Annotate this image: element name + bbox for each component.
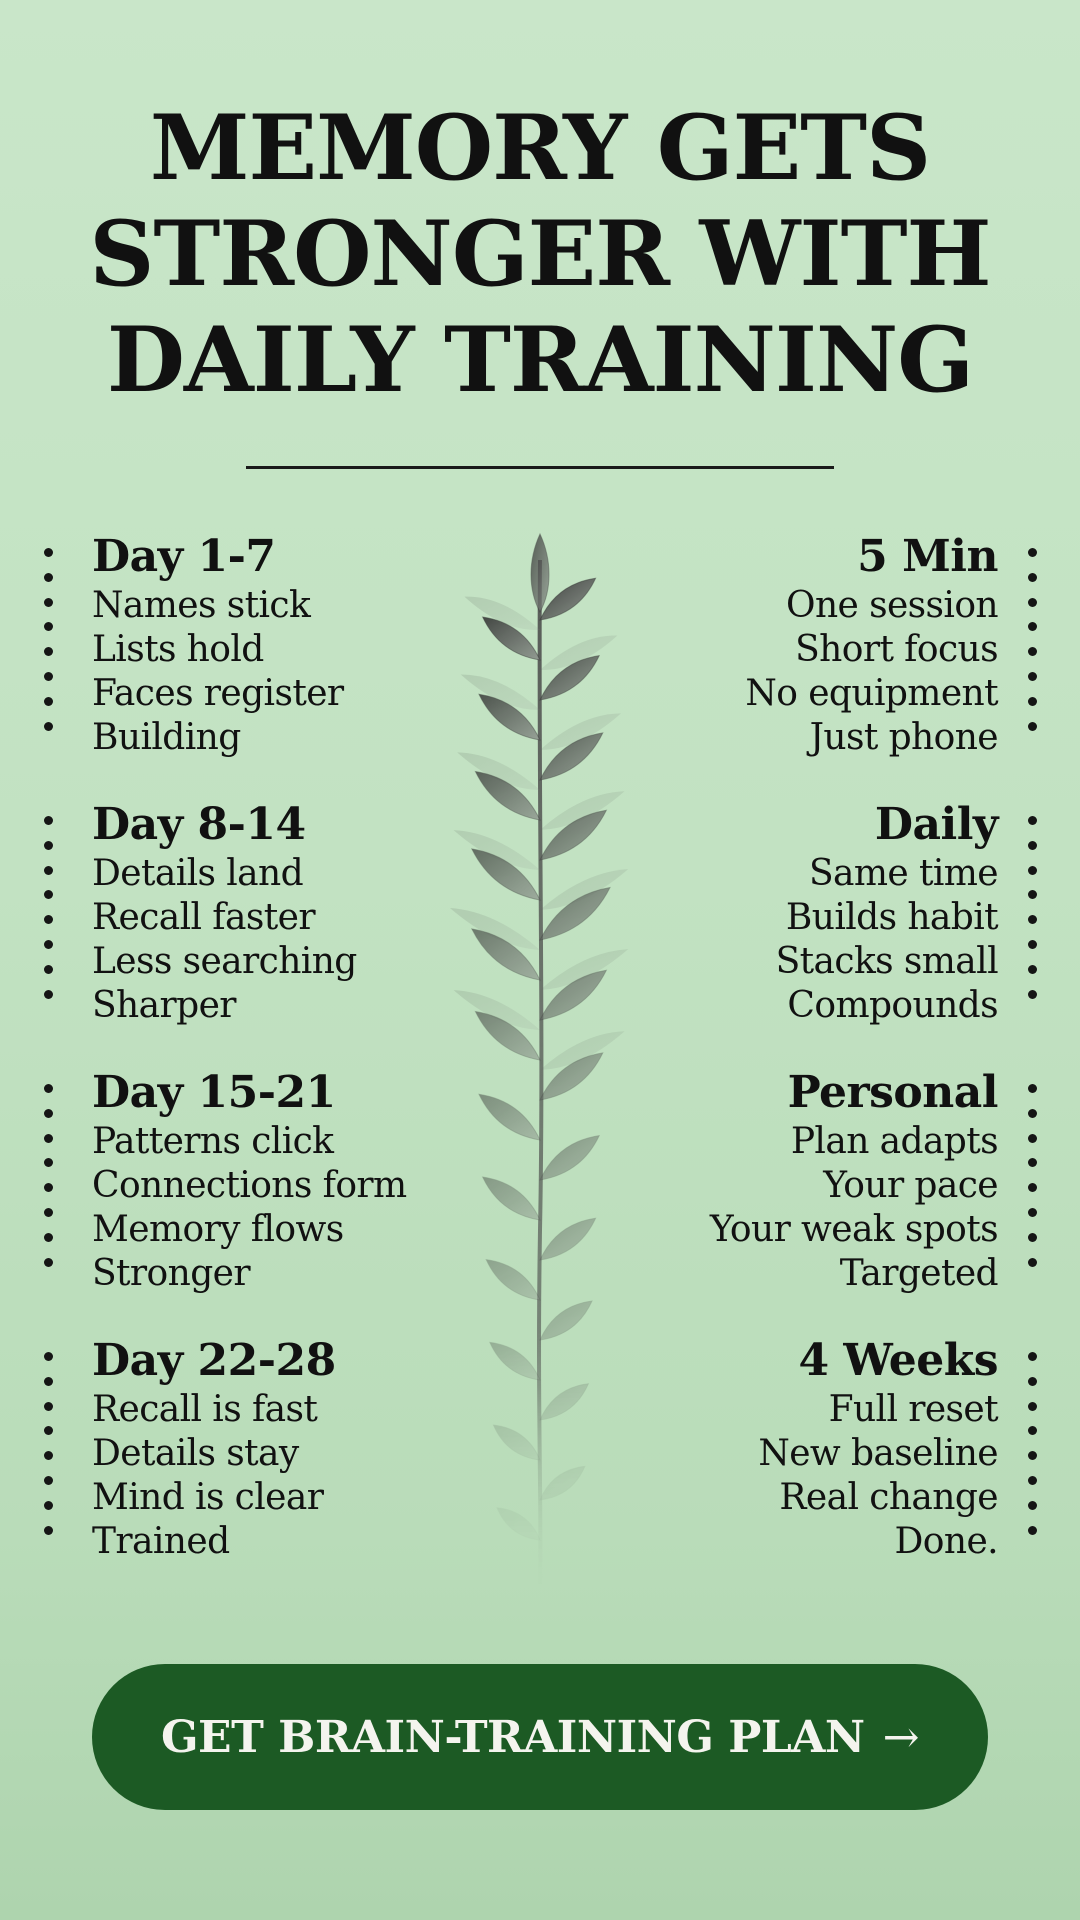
dot-icon [44, 1183, 53, 1192]
block-heading: Day 1-7 [92, 531, 276, 582]
right-block-4 [650, 1334, 1038, 1564]
dot-icon [44, 841, 53, 850]
dot-icon [1028, 1208, 1037, 1217]
block-item: Real change [779, 1477, 998, 1518]
dot-icon [1028, 816, 1037, 825]
block-item: Less searching [92, 941, 357, 982]
dot-icon [1028, 1183, 1037, 1192]
dot-icon [1028, 841, 1037, 850]
dot-icon [1028, 1233, 1037, 1242]
block-heading: Personal [787, 1067, 998, 1118]
block-item: Names stick [92, 585, 311, 626]
dot-icon [44, 1258, 53, 1267]
page-title [0, 95, 1080, 413]
dotted-bullet-icon [44, 816, 54, 999]
right-block-1 [650, 530, 1038, 760]
get-brain-training-plan-button[interactable] [92, 1664, 988, 1810]
dot-icon [1028, 1526, 1037, 1535]
dot-icon [1028, 647, 1037, 656]
block-item: Lists hold [92, 629, 264, 670]
dot-icon [44, 1426, 53, 1435]
dot-icon [44, 816, 53, 825]
block-heading: Day 8-14 [92, 799, 306, 850]
block-item: Details stay [92, 1433, 299, 1474]
dot-icon [44, 965, 53, 974]
dot-icon [44, 1352, 53, 1361]
dotted-bullet-icon [1028, 1352, 1038, 1535]
right-arrow-icon: → [882, 1711, 920, 1763]
dot-icon [44, 1233, 53, 1242]
block-item: Trained [92, 1521, 230, 1562]
block-heading: Daily [874, 799, 998, 850]
dot-icon [1028, 697, 1037, 706]
block-item: Details land [92, 853, 304, 894]
block-item: Connections form [92, 1165, 407, 1206]
right-block-text [758, 1334, 998, 1564]
dot-icon [1028, 915, 1037, 924]
dot-icon [1028, 1352, 1037, 1361]
block-item: Faces register [92, 673, 344, 714]
dot-icon [44, 622, 53, 631]
dotted-bullet-icon [1028, 548, 1038, 731]
block-item: Builds habit [785, 897, 998, 938]
dot-icon [44, 866, 53, 875]
dot-icon [44, 598, 53, 607]
title-line-3: DAILY TRAINING [106, 307, 974, 413]
dot-icon [44, 1451, 53, 1460]
dot-icon [1028, 598, 1037, 607]
dot-icon [1028, 1476, 1037, 1485]
left-block-text [92, 798, 357, 1028]
dot-icon [44, 1134, 53, 1143]
dot-icon [1028, 965, 1037, 974]
block-item: Memory flows [92, 1209, 344, 1250]
dot-icon [1028, 1377, 1037, 1386]
right-block-2 [650, 798, 1038, 1028]
dot-icon [44, 1526, 53, 1535]
dot-icon [44, 1109, 53, 1118]
dot-icon [44, 915, 53, 924]
right-block-text [776, 798, 998, 1028]
dotted-bullet-icon [1028, 816, 1038, 999]
dot-icon [1028, 1084, 1037, 1093]
dotted-bullet-icon [1028, 1084, 1038, 1267]
dot-icon [1028, 1134, 1037, 1143]
block-item: Targeted [839, 1253, 998, 1294]
block-heading: Day 22-28 [92, 1335, 336, 1386]
dot-icon [44, 672, 53, 681]
dotted-bullet-icon [44, 1352, 54, 1535]
dot-icon [1028, 573, 1037, 582]
dot-icon [1028, 622, 1037, 631]
left-block-text [92, 1066, 407, 1296]
dot-icon [1028, 1426, 1037, 1435]
dot-icon [1028, 1258, 1037, 1267]
dot-icon [44, 1158, 53, 1167]
block-item: Just phone [809, 717, 998, 758]
block-item: Sharper [92, 985, 236, 1026]
right-block-3 [650, 1066, 1038, 1296]
dot-icon [44, 890, 53, 899]
dot-icon [44, 1377, 53, 1386]
dot-icon [1028, 890, 1037, 899]
dot-icon [44, 1208, 53, 1217]
block-item: New baseline [758, 1433, 998, 1474]
block-item: One session [786, 585, 998, 626]
title-line-2: STRONGER WITH [89, 201, 991, 307]
right-block-text [710, 1066, 998, 1296]
right-block-text [745, 530, 998, 760]
dot-icon [44, 1501, 53, 1510]
left-block-2 [42, 798, 482, 1028]
dotted-bullet-icon [44, 1084, 54, 1267]
dot-icon [44, 548, 53, 557]
dot-icon [1028, 1109, 1037, 1118]
dot-icon [44, 697, 53, 706]
left-block-4 [42, 1334, 482, 1564]
cta-label: GET BRAIN-TRAINING PLAN [160, 1711, 865, 1763]
dot-icon [1028, 672, 1037, 681]
dot-icon [44, 647, 53, 656]
dot-icon [44, 573, 53, 582]
dot-icon [1028, 990, 1037, 999]
block-heading: 4 Weeks [798, 1335, 998, 1386]
block-item: Same time [808, 853, 998, 894]
dot-icon [44, 1402, 53, 1411]
dotted-bullet-icon [44, 548, 54, 731]
title-line-1: MEMORY GETS [149, 95, 931, 201]
left-block-3 [42, 1066, 482, 1296]
dot-icon [1028, 1501, 1037, 1510]
dot-icon [44, 940, 53, 949]
dot-icon [1028, 1451, 1037, 1460]
dot-icon [1028, 548, 1037, 557]
dot-icon [1028, 1402, 1037, 1411]
block-item: Your pace [823, 1165, 998, 1206]
left-block-1 [42, 530, 482, 760]
block-item: Done. [894, 1521, 998, 1562]
title-divider [246, 466, 834, 469]
dot-icon [44, 990, 53, 999]
block-item: Full reset [828, 1389, 998, 1430]
block-item: Patterns click [92, 1121, 334, 1162]
block-item: No equipment [745, 673, 998, 714]
block-item: Mind is clear [92, 1477, 324, 1518]
block-heading: 5 Min [857, 531, 998, 582]
dot-icon [1028, 1158, 1037, 1167]
block-item: Stacks small [775, 941, 998, 982]
block-item: Plan adapts [790, 1121, 998, 1162]
dot-icon [1028, 866, 1037, 875]
left-block-text [92, 1334, 336, 1564]
dot-icon [44, 722, 53, 731]
dot-icon [1028, 940, 1037, 949]
block-item: Short focus [795, 629, 998, 670]
block-item: Stronger [92, 1253, 250, 1294]
left-block-text [92, 530, 344, 760]
block-item: Building [92, 717, 241, 758]
dot-icon [44, 1476, 53, 1485]
block-item: Your weak spots [709, 1209, 998, 1250]
dot-icon [44, 1084, 53, 1093]
block-item: Compounds [787, 985, 998, 1026]
block-item: Recall faster [92, 897, 315, 938]
block-heading: Day 15-21 [92, 1067, 336, 1118]
dot-icon [1028, 722, 1037, 731]
block-item: Recall is fast [92, 1389, 318, 1430]
